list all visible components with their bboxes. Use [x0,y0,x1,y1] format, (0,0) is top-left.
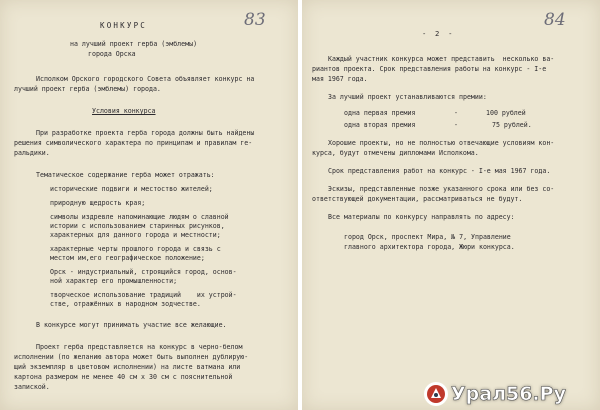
prize-value: 75 рублей. [492,121,532,129]
text-line: творческое использование традиций их устрой- [50,291,237,299]
section-heading: Условия конкурса [92,107,156,115]
text-line: стве, отражённых в народном зодчестве. [50,300,201,308]
text-line: характерные черты прошлого города и связь с [50,245,221,253]
text-line: Срок представления работ на конкурс - I-е мая 1967 года. [328,167,551,175]
title-subline: города Орска [88,50,136,58]
watermark-logo [424,380,594,408]
text-line: риантов проекта. Срок представления работы на конкурс - I-е [312,65,547,73]
text-line: Каждый участник конкурса может представить несколько ва- [328,55,555,63]
text-line: решения символического характера по принципам и правилам ге- [14,139,253,147]
page-header: - 2 - [422,29,455,38]
text-line: ответствующей документации, рассматриваться не будут. [312,195,523,203]
text-line: исполнении (по желанию автора может быть выполнен дублирую- [14,353,249,361]
text-line: ральдики. [14,149,50,157]
text-line: курса, будут отмечены дипломами Исполкома. [312,149,479,157]
text-line: Проект герба представляется на конкурс в черно-белом [36,343,243,351]
text-line: Все материалы по конкурсу направлять по адресу: [328,213,515,221]
address-line: главного архитектора города, Жюри конкурса. [344,243,515,251]
text-line: Эскизы, представленные позже указанного срока или без со- [328,185,555,193]
text-line: Орск - индустриальный, строящийся город, основ- [50,268,237,276]
text-line: характерных для данного города и местности; [50,231,221,239]
text-line: При разработке проекта герба города должны быть найдены [36,129,255,137]
text-line: ной характер его промышленности; [50,277,178,285]
text-line: Исполком Орского городского Совета объявляет конкурс на [36,75,255,83]
text-line: исторические подвиги и местоство жителей; [50,185,213,193]
watermark-text: Урал56.Ру [451,383,566,405]
page-number: 83 [244,10,266,30]
address-line: город Орск, проспект Мира, № 7, Управление [344,233,511,241]
text-line: В конкурсе могут принимать участие все желающие. [36,321,227,329]
page-number: 84 [544,10,566,30]
prize-label: одна первая премия [344,109,416,117]
text-line: Тематическое содержание герба может отражать: [36,171,215,179]
prize-label: одна вторая премия [344,121,416,129]
text-line: За лучший проект устанавливаются премии: [328,93,487,101]
title-subline: на лучший проект герба (эмблемы) [70,40,198,48]
text-line: лучший проект герба (эмблемы) города. [14,85,161,93]
text-line: запиской. [14,383,50,391]
ural56-logo-icon [424,382,448,406]
text-line: мая 1967 года. [312,75,368,83]
text-line: истории с использованием старинных рисунков, [50,222,225,230]
text-line: щий экземпляр в цветовом исполнении) на листе ватмана или [14,363,241,371]
text-line: картона размером не менее 40 см х 30 см с пояснительной [14,373,233,381]
text-line: местом им,его географическое положение; [50,254,205,262]
document-title: КОНКУРС [100,21,148,30]
prize-dash: - [454,121,458,129]
document-page-left [0,0,298,410]
text-line: природную щедрость края; [50,199,146,207]
text-line: символы издревле напоминающие людям о славной [50,213,229,221]
text-line: Хорошие проекты, но не полностью отвечающие условиям кон- [328,139,555,147]
prize-value: 100 рублей [486,109,526,117]
document-page-right [302,0,600,410]
prize-dash: - [454,109,458,117]
